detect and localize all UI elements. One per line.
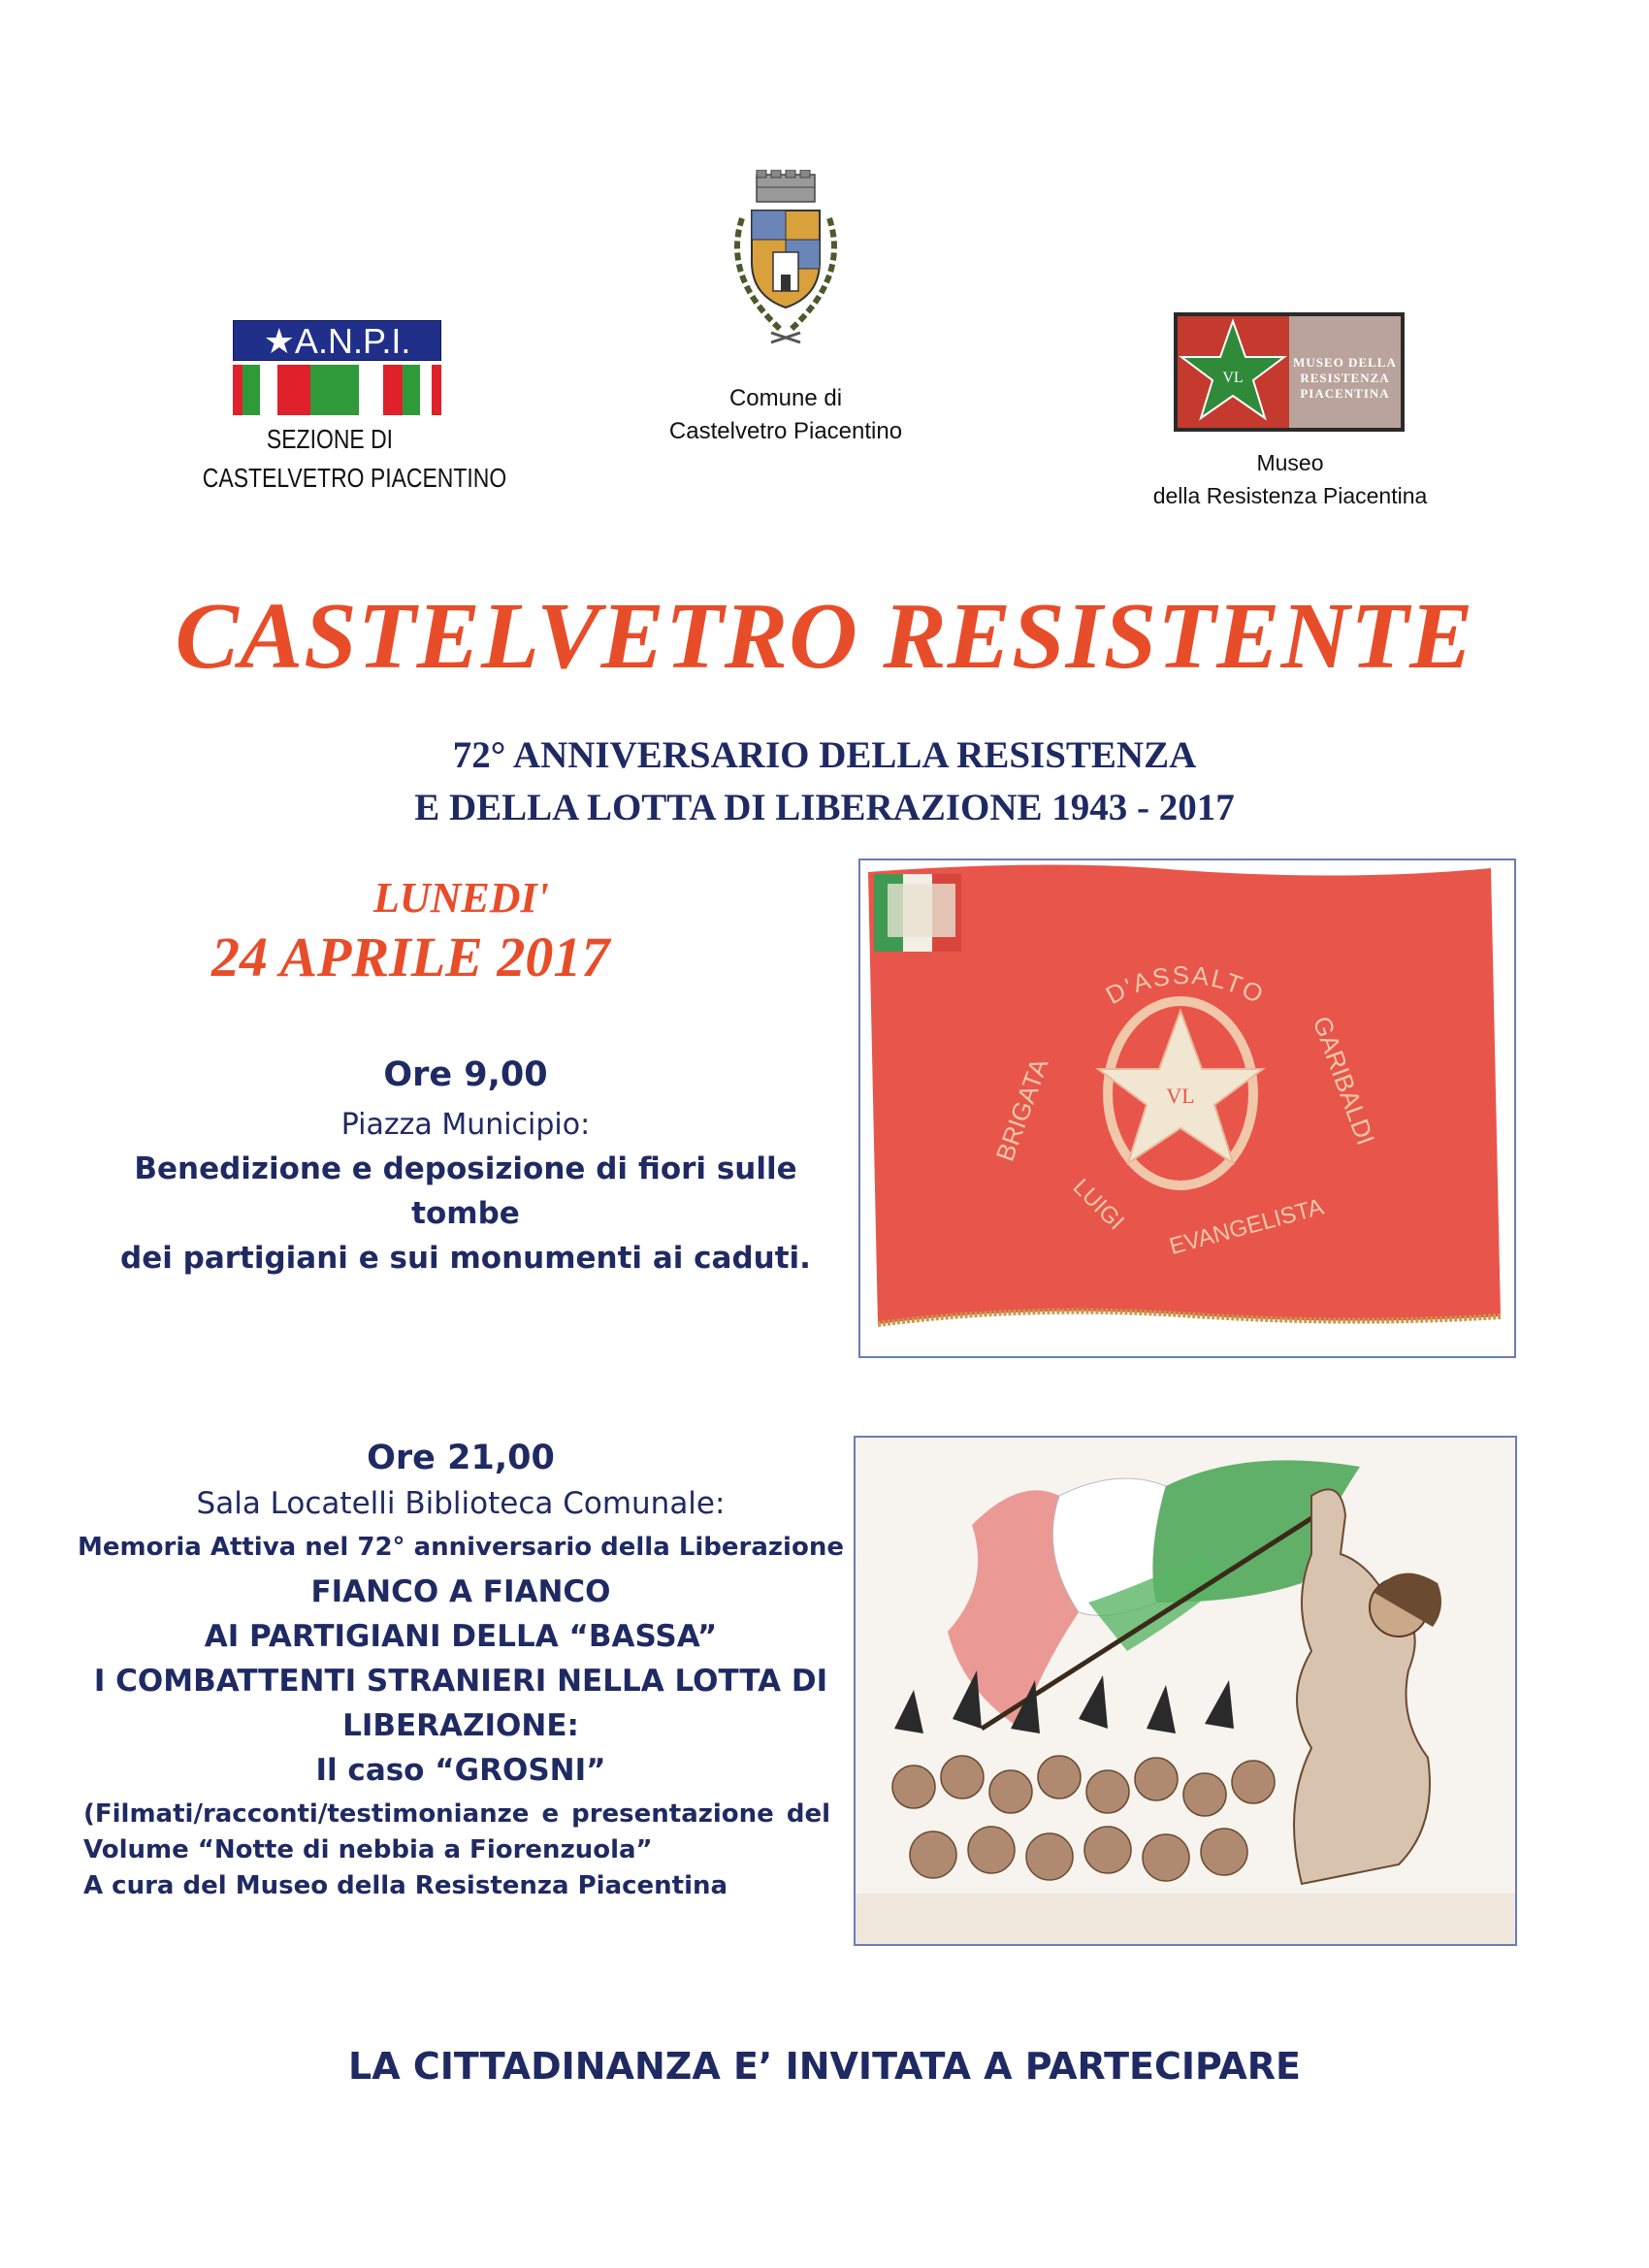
brigade-flag-photo — [858, 859, 1516, 1358]
brigade-flag-image — [860, 860, 1514, 1356]
svg-text:VL: VL — [1222, 370, 1244, 386]
event-date: 24 APRILE 2017 — [211, 925, 610, 988]
museo-logo — [1174, 312, 1405, 432]
morning-desc-line2: dei partigiani e sui monumenti ai caduti. — [120, 1241, 811, 1276]
evening-place: Sala Locatelli Biblioteca Comunale: — [196, 1486, 726, 1521]
comune-caption — [621, 382, 951, 448]
anpi-logo-text: ★A.N.P.I. — [263, 321, 411, 361]
evening-heading-line4: LIBERAZIONE: — [342, 1708, 579, 1743]
anniversary-line2: E DELLA LOTTA DI LIBERAZIONE 1943 - 2017 — [414, 787, 1235, 828]
comune-line1: Comune di — [728, 385, 843, 411]
morning-desc-line1: Benedizione e deposizione di fiori sulle tombe — [134, 1151, 797, 1231]
evening-heading-line2: AI PARTIGIANI DELLA “BASSA” — [204, 1619, 718, 1654]
evening-memoria: Memoria Attiva nel 72° anniversario della Liberazione — [78, 1533, 844, 1562]
anpi-flag-stripes — [233, 365, 441, 415]
museo-star-icon — [1178, 316, 1289, 428]
flag-left-text: BRIGATA — [989, 1053, 1054, 1165]
anpi-logo — [233, 320, 441, 415]
anpi-section-line2: CASTELVETRO PIACENTINO — [202, 463, 507, 493]
museo-caption-line1: Museo — [1256, 450, 1324, 475]
evening-note-line1: (Filmati/racconti/testimonianze e presentazione del — [83, 1799, 830, 1829]
flag-bottom-right-text: EVANGELISTA — [1166, 1193, 1327, 1260]
museo-logo-line1: MUSEO DELLA — [1293, 355, 1397, 370]
anniversary-heading — [252, 729, 1397, 834]
anpi-logo-banner — [233, 320, 441, 361]
flag-bottom-left-text: LUIGI — [1067, 1173, 1130, 1236]
evening-heading-line1: FIANCO A FIANCO — [310, 1574, 611, 1609]
anpi-section-line1: SEZIONE DI — [266, 424, 394, 454]
morning-description — [78, 1147, 854, 1280]
museo-logo-line3: PIACENTINA — [1300, 386, 1390, 401]
evening-heading-line3: I COMBATTENTI STRANIERI NELLA LOTTA DI — [93, 1664, 828, 1699]
museo-logo-line2: RESISTENZA — [1300, 371, 1390, 385]
museo-caption-line2: della Resistenza Piacentina — [1152, 483, 1428, 508]
evening-notes — [83, 1797, 830, 1904]
partisans-artwork-photo — [854, 1436, 1517, 1946]
evening-note-line2: Volume “Notte di nebbia a Fiorenzuola” — [83, 1835, 653, 1864]
main-title: CASTELVETRO RESISTENTE — [175, 584, 1474, 689]
museo-caption — [1096, 446, 1484, 512]
morning-place: Piazza Municipio: — [340, 1108, 591, 1142]
flag-star-text: VL — [1166, 1084, 1195, 1108]
anniversary-line1: 72° ANNIVERSARIO DELLA RESISTENZA — [452, 734, 1197, 776]
comune-line2: Castelvetro Piacentino — [668, 418, 903, 444]
evening-note-line3: A cura del Museo della Resistenza Piacentina — [83, 1871, 728, 1900]
anpi-section-caption — [175, 424, 507, 494]
morning-time: Ore 9,00 — [383, 1055, 548, 1094]
partisans-artwork-image — [856, 1438, 1515, 1944]
comune-crest-icon — [713, 170, 858, 364]
evening-time: Ore 21,00 — [367, 1439, 555, 1477]
invitation-footer: LA CITTADINANZA E’ INVITATA A PARTECIPARE — [348, 2045, 1301, 2088]
flag-right-text: GARIBALDI — [1307, 1012, 1381, 1150]
flag-top-text: D'ASSALTO — [1100, 959, 1271, 1011]
evening-heading-line5: Il caso “GROSNI” — [315, 1753, 606, 1788]
evening-headings — [78, 1570, 844, 1793]
event-day: LUNEDI' — [373, 874, 549, 922]
